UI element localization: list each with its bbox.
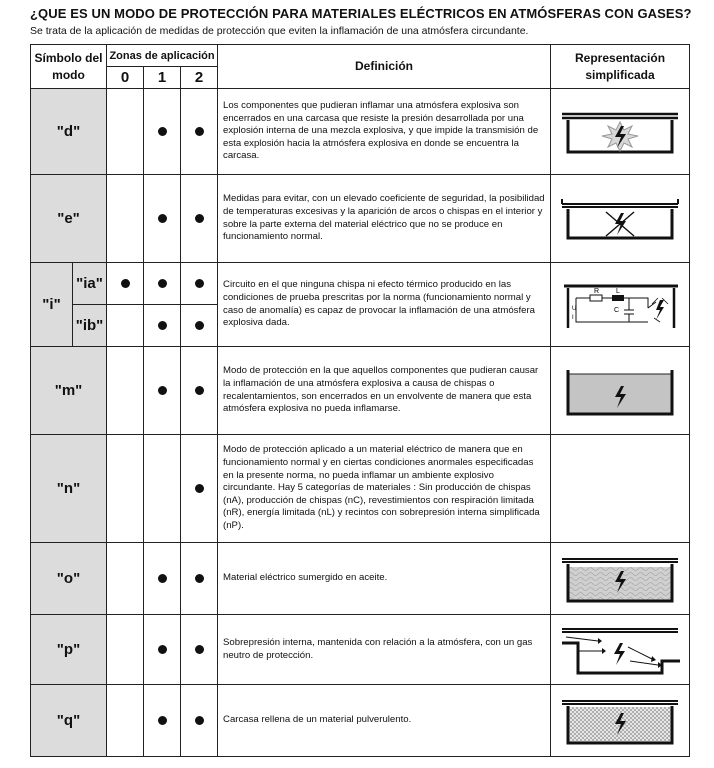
zone-cell [144,175,181,263]
mode-symbol: "p" [31,615,107,685]
zone-applicable-dot [158,716,167,725]
zone-applicable-dot [195,279,204,288]
circuit-label-r: R [594,287,600,295]
page-subtitle: Se trata de la aplicación de medidas de protección que eviten la inflamación de una atmósfera circundante. [30,25,529,37]
table-row [31,89,690,175]
zone-cell [144,89,181,175]
zone-cell [107,615,144,685]
circuit-label-u: U [572,305,577,312]
mode-symbol: "o" [31,543,107,615]
intrinsic-safety-circuit-icon [551,263,690,347]
zone-applicable-dot [158,321,167,330]
zone-cell [107,435,144,543]
zone-cell [181,347,218,435]
powder-filling-icon [551,685,690,757]
mode-symbol: "m" [31,347,107,435]
flameproof-enclosure-icon [551,89,690,175]
zone-cell [181,89,218,175]
zone-cell [144,685,181,757]
representation-column-header: Representación simplificada [551,45,690,89]
zone-cell [107,685,144,757]
table-row [31,347,690,435]
zone-cell [181,435,218,543]
mode-definition: Medidas para evitar, con un elevado coeficiente de seguridad, la posibilidad de temperaturas excesivas y la aparición de arcos o chispas en el interior y sobre la parte externa del material eléctrico que no se produce en funcionamiento normal. [218,175,551,263]
mode-definition: Los componentes que pudieran inflamar una atmósfera explosiva son encerrados en una carcasa que resiste la presión desarrollada por una explosión interna de una mezcla explosiva, y que impide la transmisión de esta explosión hacia la atmósfera explosiva en donde se encuentra la carcasa. [218,89,551,175]
protection-modes-table [30,44,690,757]
mode-definition: Material eléctrico sumergido en aceite. [218,543,551,615]
zone-applicable-dot [158,574,167,583]
zone-applicable-dot [158,127,167,136]
table-row [31,435,690,543]
zone-cell [181,263,218,305]
mode-symbol: "ia" [73,263,107,305]
mode-symbol: "n" [31,435,107,543]
zone-cell [181,175,218,263]
zone-cell [144,347,181,435]
oil-immersion-icon [551,543,690,615]
circuit-label-i: I [572,314,574,321]
mode-symbol: "ib" [73,305,107,347]
circuit-label-c: C [614,306,620,314]
mode-definition: Sobrepresión interna, mantenida con relación a la atmósfera, con un gas neutro de protección. [218,615,551,685]
circuit-label-l: L [616,287,620,295]
mode-definition: Carcasa rellena de un material pulverulento. [218,685,551,757]
increased-safety-icon [551,175,690,263]
zone-cell [181,615,218,685]
zone-applicable-dot [195,127,204,136]
zones-column-header: Zonas de aplicación [107,45,218,67]
mode-definition: Modo de protección en la que aquellos componentes que pudieran causar la inflamación de una atmósfera explosiva a causa de chispas o recalentamientos, son encerrados en un envolvente de manera que esta atmósfera explosiva no pueda inflamarse. [218,347,551,435]
zone-cell [144,543,181,615]
zone-applicable-dot [158,645,167,654]
table-row [31,615,690,685]
zone-applicable-dot [158,279,167,288]
zone-cell [181,305,218,347]
table-row [31,543,690,615]
zone-applicable-dot [158,386,167,395]
zone-cell [107,263,144,305]
zone-cell [107,543,144,615]
mode-definition: Circuito en el que ninguna chispa ni efecto térmico producido en las condiciones de prueba prescritas por la norma (funcionamiento normal y caso de anomalía) es capaz de provocar la inflamación de una atmósfera explosiva dada. [218,263,551,347]
zone-cell [107,89,144,175]
mode-symbol: "q" [31,685,107,757]
pressurization-icon [551,615,690,685]
mode-definition: Modo de protección aplicado a un material eléctrico de manera que en funcionamiento normal y en ciertas condiciones anormales especificadas en la presente norma, no pueda inflamar un ambiente explosivo circundante. Hay 5 categorías de materiales : Sin producción de chispas (nA), producción de chispas (nC), revestimientos con respiración limitada (nR), energía limitada (nL) y recintos con sobrepresión interna simplificada (nP). [218,435,551,543]
zone-applicable-dot [195,386,204,395]
zone-applicable-dot [195,574,204,583]
zone-cell [181,543,218,615]
zone-cell [107,305,144,347]
table-row [31,175,690,263]
zone-applicable-dot [195,214,204,223]
definition-column-header: Definición [218,45,551,89]
zone-cell [144,263,181,305]
zone-applicable-dot [121,279,130,288]
zone-cell [144,615,181,685]
zone-applicable-dot [195,321,204,330]
table-row [31,685,690,757]
mode-group-symbol: "i" [31,263,73,347]
page-title: ¿QUE ES UN MODO DE PROTECCIÓN PARA MATERIALES ELÉCTRICOS EN ATMÓSFERAS CON GASES? [30,6,692,21]
zone-cell [144,435,181,543]
mode-symbol: "e" [31,175,107,263]
zone-0-header: 0 [107,67,144,89]
zone-applicable-dot [195,645,204,654]
mode-symbol: "d" [31,89,107,175]
zone-cell [181,685,218,757]
zone-applicable-dot [195,484,204,493]
symbol-column-header: Símbolo del modo [31,45,107,89]
zone-2-header: 2 [181,67,218,89]
empty-representation [551,435,690,543]
zone-cell [144,305,181,347]
zone-1-header: 1 [144,67,181,89]
zone-applicable-dot [195,716,204,725]
encapsulation-icon [551,347,690,435]
zone-cell [107,175,144,263]
table-row [31,263,690,305]
zone-applicable-dot [158,214,167,223]
zone-cell [107,347,144,435]
